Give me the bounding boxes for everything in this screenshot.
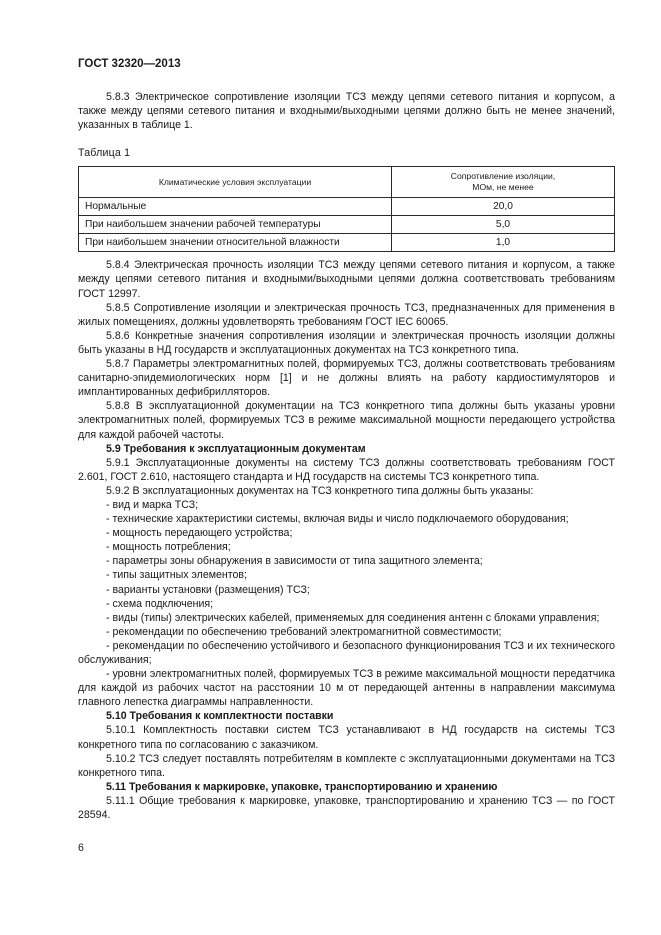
list-item: - вид и марка ТСЗ; <box>106 498 199 511</box>
table-cell-condition: При наибольшем значении рабочей температуры <box>79 216 392 234</box>
list-item: - мощность передающего устройства; <box>106 527 293 540</box>
paragraph-5-8-5: 5.8.5 Сопротивление изоляции и электрическая прочность ТСЗ, предназначенных для применения в жилых помещениях, должны удовлетворять требованиям ГОСТ IEC 60065. <box>78 301 615 328</box>
table-caption: Таблица 1 <box>78 147 131 160</box>
list-item: - варианты установки (размещения) ТСЗ; <box>106 583 310 596</box>
paragraph-5-9-2: 5.9.2 В эксплуатационных документах на ТСЗ конкретного типа должны быть указаны: <box>106 484 534 497</box>
column-header-resistance-line1: Сопротивление изоляции, <box>450 171 556 182</box>
section-heading-5-10: 5.10 Требования к комплектности поставки <box>106 710 334 723</box>
paragraph-5-10-2: 5.10.2 ТСЗ следует поставлять потребителям в комплекте с эксплуатационными документами на ТСЗ конкретного типа. <box>78 752 615 779</box>
paragraph-5-8-8: 5.8.8 В эксплуатационной документации на ТСЗ конкретного типа должны быть указаны уровни электромагнитных полей, формируемых ТСЗ в режиме максимальной мощности передающего устройства для каждой рабочей частоты. <box>78 400 615 441</box>
section-heading-5-11: 5.11 Требования к маркировке, упаковке, транспортированию и хранению <box>106 780 498 793</box>
list-item: - мощность потребления; <box>106 541 231 554</box>
document-body <box>78 90 615 822</box>
table-cell-value: 20,0 <box>392 198 615 216</box>
list-item: - технические характеристики системы, включая виды и число подключаемого оборудования; <box>106 513 569 526</box>
paragraph-5-11-1: 5.11.1 Общие требования к маркировке, упаковке, транспортированию и хранению ТСЗ — по ГОСТ 28594. <box>78 794 615 822</box>
table-cell-value: 5,0 <box>392 216 615 234</box>
column-header-resistance <box>392 167 615 198</box>
insulation-table <box>78 166 615 252</box>
section-heading-5-9: 5.9 Требования к эксплуатационным документам <box>106 442 366 455</box>
table-row <box>79 234 615 252</box>
list-item: - схема подключения; <box>106 597 214 610</box>
paragraph-5-10-1: 5.10.1 Комплектность поставки систем ТСЗ устанавливают в НД государств на системы ТСЗ конкретного типа по согласованию с заказчиком. <box>78 724 615 751</box>
list-item: - параметры зоны обнаружения в зависимости от типа защитного элемента; <box>106 555 483 568</box>
list-item: - виды (типы) электрических кабелей, применяемых для соединения антенн с блоками управления; <box>106 611 600 624</box>
standard-header: ГОСТ 32320—2013 <box>78 58 181 70</box>
page-number: 6 <box>78 842 84 854</box>
table-cell-value: 1,0 <box>392 234 615 252</box>
list-item: - рекомендации по обеспечению требований электромагнитной совместимости; <box>106 625 502 638</box>
paragraph-5-8-6: 5.8.6 Конкретные значения сопротивления изоляции и электрическая прочность изоляции должны быть указаны в НД государств и эксплуатационных документах на ТСЗ конкретного типа. <box>78 329 615 356</box>
paragraph-5-8-3: 5.8.3 Электрическое сопротивление изоляции ТСЗ между цепями сетевого питания и корпусом, а также между цепями сетевого питания и входными/выходными цепями должно быть не менее значений, указанных в таблице 1. <box>78 91 615 132</box>
paragraph-5-8-4: 5.8.4 Электрическая прочность изоляции ТСЗ между цепями сетевого питания и корпусом, а также между цепями сетевого питания и входными/выходными цепями должна соответствовать требованиям ГОСТ 12997. <box>78 259 615 300</box>
list-item: - типы защитных элементов; <box>106 569 247 582</box>
paragraph-5-9-1: 5.9.1 Эксплуатационные документы на систему ТСЗ должны соответствовать требованиям ГОСТ 2.601, ГОСТ 2.610, настоящего стандарта и НД государств на системы ТСЗ конкретного типа. <box>78 456 615 483</box>
table-row <box>79 198 615 216</box>
paragraph-5-8-7: 5.8.7 Параметры электромагнитных полей, формируемых ТСЗ, должны соответствовать требованиям санитарно-эпидемиологических норм [1] и не должны влиять на работу кардиостимуляторов и имплантированных дефибрилляторов. <box>78 358 615 399</box>
table-row <box>79 216 615 234</box>
list-item: - уровни электромагнитных полей, формируемых ТСЗ в режиме максимальной мощности передатчика для каждой из рабочих частот на расстоянии 10 м от передающей антенны в направлении максимума главного лепестка диаграммы направленности. <box>78 668 615 709</box>
list-item: - рекомендации по обеспечению устойчивого и безопасного функционирования ТСЗ и их технического обслуживания; <box>78 639 615 666</box>
table-cell-condition: При наибольшем значении относительной влажности <box>79 234 392 252</box>
column-header-conditions: Климатические условия эксплуатации <box>79 167 392 198</box>
table-cell-condition: Нормальные <box>79 198 392 216</box>
column-header-resistance-line2: МОм, не менее <box>472 182 534 193</box>
table-header-row <box>79 167 615 198</box>
